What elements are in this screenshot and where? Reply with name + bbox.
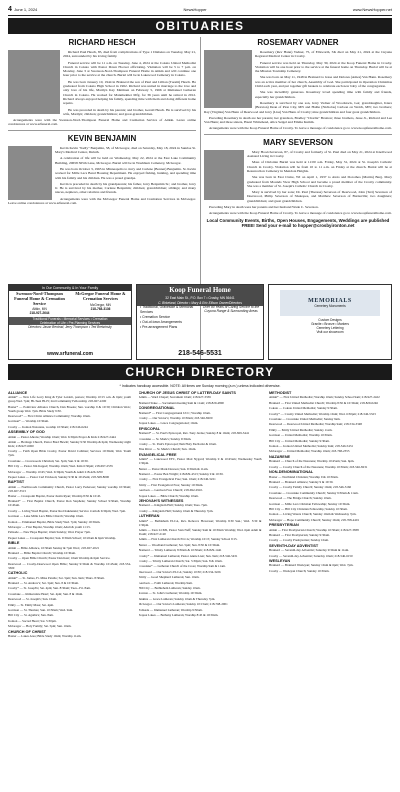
obituary-paragraph: She was incredibly generous. Rosemary loved spending time with family and friends, especially her grandchildren. <box>255 90 392 99</box>
directory-church-entry: Deerwood — Deerwood United Methodist; Worship 9am; 218-534-3348 <box>269 422 362 427</box>
directory-denomination-heading: NON-DENOMINATIONAL <box>269 470 314 475</box>
directory-church-entry: Brainerd — Kingdom Hall; Sunday 10am; Tues. 7pm. <box>138 503 208 508</box>
funeral-home-ads <box>8 284 392 360</box>
directory-church-entry: Aitkin* — Lakewood EFC, Pastor Matt Nygard; Worship 9 & 10:45am; Wednesday Youth 6:30pm. <box>138 457 262 466</box>
directory-church-entry: Crosby — Ironton Nazarene, worship 10:30am; 218-546-6244 <box>8 424 88 429</box>
issue-date: June 1, 2024 <box>14 7 38 12</box>
directory-church-entry: Ironton — St. John's Lutheran; Worship 10:30am. <box>138 591 203 596</box>
directory-church-entry: Brainerd* — First Baptist Church, Pastor Ron Stephens; Sunday School 9:30am, Worship 10:45am. <box>8 499 131 508</box>
ad-srf-header: In Our Community & In Your Family <box>9 285 131 291</box>
directory-church-entry: Crosslake* — Lutheran Church of the Cross; Worship 9am & 11am. <box>138 564 226 569</box>
directory-church-entry: Aitkin — Northwoods Community Church, Pastor Larry Pederson; Sunday worship 10:30am; 218-927-3515 <box>8 484 131 493</box>
obituary-photo-dawson <box>204 150 244 200</box>
memorials-line: Custom Designs <box>318 318 342 322</box>
obituary-paragraph: She was born in East Claire, WI on April 1, 1937 to Alois and Dorothea (Martin) Berg. Mary graduated from Mounds View High School and became a proud member of the Crosby community. She was a member of St. Joseph's Catholic Church in Crosby. <box>247 175 392 188</box>
obituary-paragraph: He was born October 3, 1965 in Minneapolis to Jerry and Carlene (Bonnet) Benjamin. Sr. Kevin worked for Mille Lacs Band Housing Department. He enjoyed fishing, hunting, and spending time with his family and his children. He was a proud grandpa. <box>55 166 196 180</box>
obituary-paragraph: Mass of Christian Burial was held at 11:00 a.m. Friday, May 31, 2024 at St. Joseph's Catholic Church in Crosby. Visitation will be from 10 to 11 a.m. on Friday at the church. Burial will be at Resurrection Cemetery in Mendota Heights. <box>247 160 392 173</box>
directory-church-entry: Garrison* — Worship 10:30am. <box>8 419 49 424</box>
memorials-line: Cemetery Lettering <box>316 326 344 330</box>
directory-church-entry: Garrison — Garrison Free Church; 218-692-2910. <box>138 488 203 493</box>
ad-koop-service: • Cremation Service <box>140 315 171 319</box>
directory-denomination-heading: BAPTIST <box>8 480 25 485</box>
directory-church-entry: Pequot Lakes — Bethany Lutheran; Worship 8:45 & 10:30am. <box>138 612 219 617</box>
directory-church-entry: Aitkin* — New Life Lorry King & Tyler Loidolt, pastors; Worship 10:15 a.m. & 6pm; youth group Wed. 7pm; Hi-Teen Hi-Fi; 2nd Community Fellowship; 218-927-2200 <box>8 395 131 404</box>
obituary-paragraph: Arrangements were with the Koop Funeral Home of Crosby. To leave a message of condolence go to www.koopfuneralhome.com. <box>209 211 392 216</box>
obituary-paragraph: Rosemary (Rev Hann) Vadner, 75, of Ellsworth, SK died on May 21, 2024 at the Cuyuna Regional Medical Center in Crosby. <box>255 50 392 59</box>
directory-church-entry: McGregor — United Methodist; Worship 10am; 218-768-2355 <box>269 449 350 454</box>
directory-denomination-heading: NAZARENE <box>269 454 291 459</box>
directory-church-entry: Crosby* — Crosby United Methodist; Worship 10am; Wed. 6:30pm; 218-546-5323 <box>269 411 376 416</box>
directory-church-entry: Pequot Lakes — Bible Church; Worship 10am. <box>138 493 199 498</box>
directory-church-entry: Aitkin — Bible Alliance, 10:30am Sunday & 7pm Wed.; 218-927-2021 <box>8 545 100 550</box>
directory-church-entry: Pequot Lakes — Grace Congregational; 10am. <box>138 421 199 426</box>
ad-koop-address: 32 East Main St., P.O. Box 7 • Crosby, MN 56441 <box>137 296 263 301</box>
ad-srf-directors: Directors: Jason Bentrud, Jerry Thompson • Ted Bretzinsky <box>28 325 112 330</box>
directory-church-entry: Garrison — Faith Lutheran; Worship 9am. <box>138 580 193 585</box>
directory-denomination-heading: EPISCOPAL <box>138 426 161 431</box>
obituary-paragraph: He was preceded in death by his parents; and brother, Gerald Hesch. He is survived by his wife, Marilyn; children; grandchildren; and great-grandchildren. <box>63 107 196 116</box>
directory-church-entry: Emily — First Evangelical Free; Sunday 10:30am. <box>138 482 204 487</box>
directory-column-3 <box>269 391 392 788</box>
directory-church-entry: Aitkin — First Presbyterian Church; Worship 10:30am; 218-927-3838 <box>269 527 359 532</box>
directory-church-entry: Brainerd — First Presbyterian; Sunday 9:30am. <box>269 532 330 537</box>
directory-church-entry: Deerwood — The Bridge Church; Sunday 10am. <box>269 496 332 501</box>
directory-church-entry: Aitkin — Pastor Ahrens; Worship 10am; Wed. 6:30pm Prayer & Kids 218-927-2444 <box>8 434 116 439</box>
ad-srf-right-city: McGregor, MN <box>90 302 111 307</box>
directory-church-entry: Palisade — Immanuel Lutheran; Worship 9:30am. <box>138 607 203 612</box>
directory-church-entry: Baxter — Northland Christian; Worship 9 & 10:30am. <box>269 474 339 479</box>
ad-srf-left-city: Aitkin, MN <box>32 307 47 312</box>
memorials-subtitle: Cemetery Monuments <box>314 304 346 308</box>
directory-church-entry: Cokato — Cokato United Methodist; Sunday 9:30am. <box>269 406 338 411</box>
directory-church-entry: Deerwood — St. Joseph's; Sun. 10am. <box>8 597 57 602</box>
directory-denomination-heading: PRESBYTERIAN <box>269 523 299 528</box>
directory-church-entry: Crosby — Our Savior's; Worship 10:30am; 218-546-8200 <box>138 416 213 421</box>
directory-church-entry: Emily — Good Shepherd Lutheran; Sun. 10am. <box>138 575 200 580</box>
ad-srf-right-title: McGregor Funeral Home & Cremation Services <box>75 291 126 301</box>
ad-srf-right <box>70 291 131 315</box>
obituary-name-hesch: RICHARD HESCH <box>68 38 136 47</box>
directory-church-entry: Ironton — Ironton United Methodist; Sunday 9am; 218-546-5431 <box>269 444 354 449</box>
directory-column-2 <box>139 391 262 788</box>
directory-church-entry: Garrison — United Methodist; Worship 10:30am. <box>269 433 333 438</box>
ad-memorials <box>268 284 392 360</box>
directory-church-entry: McGregor — First Baptist, Worship 10am; Adult & youth 11:15. <box>8 524 91 529</box>
ad-srf-left <box>9 291 70 315</box>
directory-church-entry: McGregor — Worship 10:45; Wed. 6:30pm; Youth & Adult 218-426-3250 <box>8 469 103 474</box>
ad-koop-service: • Out-of-town Arrangements <box>140 320 182 324</box>
directory-denomination-heading: CATHOLIC <box>8 571 28 576</box>
directory-church-entry: Palisade — New Hope Baptist; 10am Sunday; Wed. Prayer 7pm. <box>8 530 91 535</box>
ad-koop-service: • Pre-arrangement Plans <box>140 325 178 329</box>
ad-srf-tagline-1: Traditional Funerals • Memorial Services • Cremation <box>9 317 131 321</box>
submission-callout: Local Community Events, Births, Open Houses, Engagements, Weddings are published FREE! Send your e-mail to hopper@crosbyironton.net <box>206 217 390 228</box>
memorials-line: Visit our showroom <box>316 330 344 334</box>
obituary-photo-hesch <box>8 50 60 114</box>
directory-denomination-heading: EVANGELICAL FREE <box>138 452 177 457</box>
obituary-paragraph: Arrangements were with the McGregor Funeral Home and Cremation Services in McGregor. Leave online condolences at www.srfuneral.com. <box>8 196 196 206</box>
directory-church-entry: Crosby — Seventh-day Adventist; Saturday 10am; 218-546-6150 <box>269 553 353 558</box>
obituary-paragraph: Rosemary is survived by one son, Jerry Vadner of Woodstock, GA; granddaughter, Kiera (Braxton) Dean of Pion City, MN and Hailie (Nicholas) Carlson on Welch, MN; two brothers; Ray (Virginia) Van Hann of Deerwood and Jerry (Lisa) Van Hann of Crosby; nine grandchildren and four great grandchildren. <box>204 100 392 114</box>
obituary-paragraph: Kevin Kevin "Kelly" Benjamin, 58, of McGregor, died on Saturday, May 18, 2024 in Sunrise St. Mary's Medical Center, Duluth. <box>55 145 196 155</box>
directory-church-entry: Brainerd* — First Congregational UCC; Worship 10am. <box>138 410 211 415</box>
directory-church-entry: Crosby — Crosby Family Church; Sunday 10am; 218-546-3160 <box>269 485 352 490</box>
obituary-paragraph: Preceding Mary in death were her parents and her husband Wade C. Severson. <box>209 205 319 210</box>
directory-denomination-heading: WESLEYAN <box>269 559 291 563</box>
directory-church-entry: Crosslake — St. Mark's; Sunday 9:30am. <box>138 436 192 441</box>
directory-church-entry: Brainerd — First United Methodist Church; Worship 8:30 & 10:30am; 218-829-0246 <box>269 400 378 405</box>
ad-koop-service: • Traditional, Graveside & Memorial Services <box>140 305 194 314</box>
obituary-name-kim: KEVIN BENJAMIN <box>67 133 137 143</box>
directory-church-entry: Hill City — Bethlehem Lutheran; Sunday 10am. <box>138 585 201 590</box>
directory-church-entry: Deerwood — Crosby-Deerwood Open Bible; Sunday 9:30am & Worship 10:45am; 218-534-3300 <box>8 561 131 570</box>
obituary-name-hawse: ROSEMARY VADNER <box>257 38 339 47</box>
directory-church-entry: Jenkins — Grace Lutheran; Sunday 10am & Thursday 7pm. <box>138 596 216 601</box>
directory-church-entry: Crosby — Trinity Lutheran Church; Sat. 5:30pm; Sun. 8 & 10am. <box>138 558 223 563</box>
ad-srf-url: www.srfuneral.com <box>47 351 93 357</box>
obituary-photo-hawse <box>204 50 252 108</box>
ad-srf-left-phone: 218-927-2644 <box>29 311 50 316</box>
memorials-line: Granite • Bronze • Markers <box>311 322 349 326</box>
directory-church-entry: Baxter* — Pointview Alliance Church, Dan Brooks; Sun. worship 9 & 10:30; Children Wed.; Youth group Wed. 7pm. Bible Study 9:30. <box>8 404 131 413</box>
obituary-paragraph: Arrangements were with the Koop Funeral Home of Crosby. To leave a message of condolence go to www.koopfuneralhome.com. <box>209 126 392 131</box>
directory-church-entry: Pequot Lakes — Pastor Carl Erickson; Sunday 9:30 & 10:45am; 218-568-8000 <box>8 474 110 479</box>
directory-church-entry: Brainerd — Bible Baptist Church; Worship 10:30am. <box>8 551 76 555</box>
obituary-paragraph: A celebration of life will be held on Wednesday, May 22, 2024 at the East Lake Community Building, 20658 365th Lane, McGregor. Burial will be in Washburn Cemetery, McGregor. <box>55 156 196 165</box>
directory-church-entry: McGregor — Holy Family; Sat. 5pm; Sun. 10am. <box>8 624 72 629</box>
directory-church-entry: Crosby — St. Paul's Episcopal; 8am Holy Eucharist & 10am. <box>138 442 217 447</box>
directory-church-entry: Crosslake — Crosswoods Christian; Sat. 5pm; Sun. 9 & 10:30. <box>8 458 89 463</box>
directory-denomination-heading: LUTHERAN <box>138 514 160 519</box>
obituary-paragraph: Funeral service was held on Thursday, May 30, 2024 at the Koop Funeral Home in Crosby. Visitation will be one hour prior to the service at the funeral home on Thursday. Burial will be at the Mission Township Cemetery. <box>255 60 392 74</box>
directory-church-entry: Crosby — Living Word Baptist, Pastor Rod Kuklenski; Service 11am & 6:30pm; Wed. 7pm. <box>8 508 126 513</box>
directory-church-entry: Crosslake — Immaculate Heart; Sat. 4pm; Sun. 8 & 10am. <box>8 591 84 596</box>
obituary-paragraph: Preceding Rosemary in death are her parents; her grandson, Bradley "Charlie" Braxton; three brothers, Jesse Jr., Richard and Lee Van Hann; and three sisters, Hazel Whitehead, Alice Seigel and Emma Kumm. <box>204 115 392 125</box>
church-directory-banner: CHURCH DIRECTORY <box>8 364 392 380</box>
directory-church-entry: Hill City — St. Agatha's; Sun. 8am. <box>8 613 54 618</box>
directory-church-entry: Aitkin — Zion LCMS, Pastor Stan Neff; Sunday 9am & 10:30am Worship; Wed. 6pm Adult & Youth; 218-927-2120 <box>138 527 262 536</box>
obituary-paragraph: Mary is survived by her sons; Dr. Paul (Theresa) Severson of Deerwood, John (Teri) Severson of Deerwood, Philip Severson of Shakopee, and Matthew Severson of Burnsville; two daughters; grandchildren; and great grandchildren. <box>247 190 392 203</box>
directory-church-entry: Hill City — Hill City Christian Fellowship; Sunday 10:30am. <box>269 506 348 511</box>
directory-church-entry: Crosby — Kingdom Hall; Sunday 10am & Thursday 7pm. <box>138 508 214 513</box>
directory-church-entry: McGregor — Our Savior's Lutheran; Sunday 10:15am; 218-768-2901 <box>138 602 228 607</box>
ad-srf-right-phone: 218-768-3136 <box>90 306 111 311</box>
directory-church-entry: Crosby — First Evangelical Free; Sun. 10am; 218-546-5221 <box>138 477 216 482</box>
directory-church-entry: Brainerd — St. Andrew's; Sat. 5pm; Sun. 8 & 10:30am. <box>8 580 79 585</box>
ad-srf-left-title: Swenson-Nord-Thompson Funeral Home & Cremation Service <box>14 291 65 306</box>
directory-church-entry: Crosby — Crosby Presbyterian; Sunday 10am. <box>269 538 329 543</box>
obituaries-banner: OBITUARIES <box>8 18 392 34</box>
ad-koop-owners: C. Birkeland, Director • Mary & Eric Ellison Owner/Directors <box>137 301 263 306</box>
directory-church-entry: Garrison — Lake Mille Lacs Bible Church; Worship 10am. <box>8 514 84 519</box>
directory-denomination-heading: METHODIST <box>269 391 292 395</box>
church-directory <box>8 391 392 788</box>
directory-church-entry: Deerwood* — First Christ Alliance Community; Worship 10am. <box>8 414 91 419</box>
directory-church-entry: Brainerd — Brainerd Alliance; Sunday 9 & 10:30. <box>269 479 334 484</box>
page-number: 4 <box>8 6 12 13</box>
obituary-paragraph: Mary Hood-Severson, 87, of Crosby and formerly of St. Paul died on May 21, 2024 at Knollwood Assisted Living in Crosby. <box>247 149 392 159</box>
obituary-paragraph: He was born January 10, 1944 in Brainerd the son of Paul and Lillian (Tuomi) Hesch. He graduated from Cokato High School in 1962. Richard was united in marriage to the love and only love of his life, Marilyn Kay Mattinen on February 5, 1966 at Immanuel Lutheran Church in Cokato. He worked for Mannheimer Mfg. for 36 years until he retired in 2012. Richard always enjoyed helping his family, spending time with them and doing different home repairs. <box>63 79 196 106</box>
ad-koop-funeral-home <box>136 284 264 360</box>
directory-denomination-heading: CHURCH OF CHRIST <box>8 629 46 634</box>
directory-church-entry: Crosby — Faith Open Bible Crosby, Pastor David Collman; Services 10:30am; Wed. Youth 7pm. <box>8 449 131 458</box>
directory-church-entry: Aitkin — Heritage Church, Pastor Brad Hewitt; Sunday 9:30 Worship & 6pm; Wednesday night Kids; 218-927-6000 <box>8 440 131 448</box>
obituary-paragraph: Funeral service will be 11 a.m. on Tuesday, June 4, 2024 at the Cokato United Methodist Church in Cokato with Pastor Dawn Hoover officiating. Visitation will be 5 to 7 p.m. on Monday, June 3 at Swenson-Nord-Thompson Funeral Home in Aitkin and will continue one hour prior to the service at the church. Burial will be in Lakewood Cemetery in Cokato. <box>63 60 196 78</box>
ad-srf-tagline-2: Celebration of Life • Pre-Planning Services <box>9 321 131 325</box>
directory-church-entry: Hill City — United Methodist; Sunday 9:30am. <box>269 438 330 443</box>
directory-denomination-heading: CONGREGATIONAL <box>138 406 175 411</box>
directory-church-entry: Crosby — Crosby Church of the Nazarene; Worship 10:30am; 218-546-8231 <box>269 464 368 469</box>
obituary-separator <box>8 130 196 131</box>
directory-church-entry: Hill City — Pastor Jim Kappel; Worship 10am; Wed. Kids 6:30pm; 218-697-2535 <box>8 464 113 469</box>
newspaper-page <box>8 4 392 788</box>
paper-url: www.NewsHopper.net <box>352 7 392 12</box>
directory-church-entry: Crosby* — St. Joseph's; Sat. 4pm; Sun. 8:30am; Tues.–Fri. 8am. <box>8 586 91 591</box>
directory-church-entry: Aitkin — Ward Chapel; Sacrament 10am; 218-927-3339 <box>138 395 211 400</box>
directory-church-entry: Ironton — Living Waters Church; Sunday 10am & Wednesday 7pm. <box>269 512 357 517</box>
directory-church-entry: Deerwood — Our Savior's ELCA; Sunday 10:30; 218-534-3226 <box>138 569 221 574</box>
directory-denomination-heading: JEHOVAH'S WITNESSES <box>138 499 184 504</box>
directory-denomination-heading: CHURCH OF JESUS CHRIST OF LATTER-DAY SAINTS <box>138 391 236 395</box>
ad-koop-phone: 218-546-5531 <box>178 350 222 357</box>
ad-koop-name: Koop Funeral Home <box>137 285 263 296</box>
directory-church-entry: Emily — Emily United Methodist; Sunday 11am. <box>269 427 333 432</box>
directory-church-entry: Crosslake — Crosslake Community Church; Sunday 9:30am & 11am. <box>269 490 359 495</box>
ad-koop-tagline: Over 90 Years of Caring Service to the Cuyuna Range & Surrounding Areas <box>202 305 260 314</box>
directory-church-entry: Brainerd — Trinity Lutheran; 8:30am & 10:30am; 218-829-1441 <box>138 548 222 553</box>
ad-srf-homes <box>9 291 131 315</box>
directory-church-entry: Baxter — Lakes Area; Bible Study 10am; Worship 11am. <box>8 634 82 638</box>
directory-church-entry: Ironton — Emmanuel Baptist, Bible Study Wed. 7pm; Sunday 10:30am. <box>8 519 101 524</box>
directory-church-entry: Brainerd Stake — Sacrament meeting 9am & 11am; 218-829-4800 <box>138 400 224 405</box>
directory-church-entry: Ironton — Sacred Heart; Sat. 5:30pm. <box>8 618 57 623</box>
directory-church-entry: Emily — St. Emily Mass; Sat. 4pm. <box>8 602 54 607</box>
directory-church-entry: Aitkin* — First United Methodist; Worship 10am; Sunday School 9am; 218-927-2422 <box>269 395 380 400</box>
directory-church-entry: Baxter — Woodland Lutheran; Sat. 5pm; Sun. 8:30 & 10:30am. <box>138 542 220 547</box>
obituary-paragraph: Richard Paul Hesch, 85, died from complications of Type 1 Diabetes on Tuesday, May 21, 2024, surrounded by his loving family. <box>63 50 196 59</box>
page-number-group <box>8 6 37 13</box>
obituary-photo-kim <box>8 146 52 200</box>
directory-church-entry: Garrison — St. Thomas; Sun. 10:30am; Wed. 9am. <box>8 607 74 612</box>
directory-church-entry: Pine River — St. Mark's Church; Sun. 10am. <box>138 447 197 452</box>
directory-church-entry: Crosby* — Immanuel Lutheran; Pastor Annie Lien; Sun. 9am; 218-546-5431 <box>138 553 238 558</box>
directory-church-entry: Garrison — Mille Lacs Christian Fellowship; Sunday 10:30am. <box>269 501 351 506</box>
directory-church-entry: Aitkin — First Lutheran Church ELCA; Worship 10:15; Sunday School 9:15. <box>138 537 238 542</box>
directory-denomination-heading: BIBLE <box>8 541 20 546</box>
directory-note: * Indicates handicap accessible. NOTE: All times are Sunday morning (a.m.) unless indicated otherwise. <box>119 384 281 388</box>
directory-church-entry: Baxter — Crosspoint Baptist, Pastor Justin Ryan; Worship 8:30 & 10:45. <box>8 494 102 499</box>
directory-church-entry: Aitkin* — St. James, Fr. Mike Patullo; Sat. 5pm; Sun. 9am; Thurs. 8:30am. <box>8 575 105 580</box>
directory-church-entry: Pequot Lakes — Crosspoint Baptist; Sun. 9:30am School; 10:45am & 6pm Worship. <box>8 535 116 540</box>
directory-church-entry: Brainerd* — St. Paul's Episcopal, Rev. Tony Jerdee; Sunday 8 & 10am; 218-829-3441 <box>138 431 250 436</box>
obituary-name-dawson: MARY SEVERSON <box>263 137 333 147</box>
obituary-separator <box>204 134 392 135</box>
directory-church-entry: Crosby — Wesleyan Church; Sunday 10:30am. <box>269 568 330 573</box>
directory-church-entry: Brainerd — Seventh-day Adventist; Saturday 9:30am & 11am. <box>269 548 350 553</box>
directory-denomination-heading: SEVENTH-DAY ADVENTIST <box>269 543 319 548</box>
paper-name: NewsHopper <box>183 7 207 12</box>
directory-church-entry: Brainerd — Church of the Nazarene; Worship 10:45am; Sun. 6pm. <box>269 459 355 464</box>
obituaries-section <box>8 37 392 360</box>
directory-denomination-heading: ASSEMBLY OF GOD <box>8 430 45 435</box>
ad-koop-services <box>140 305 200 330</box>
memorials-title: MEMORIALS <box>308 298 352 304</box>
memorials-logo <box>280 290 380 316</box>
directory-church-entry: Aitkin* — Bethlehem ELCA, Rev. Rebecca Hoverson; Worship 9:30 Sun.; Wed. 5:30 & 6:30pm. <box>138 518 262 527</box>
directory-church-entry: Crosslake — Crosslake United Methodist; Sunday 9am. <box>269 417 341 422</box>
ad-swenson-nord <box>8 284 132 360</box>
directory-church-entry: Baxter — Pastor Mark Dawson; Sun. 9:30am & 11am. <box>138 466 209 471</box>
masthead <box>8 4 392 16</box>
obituary-paragraph: She was born on May 11, 1948 in Brainerd to Jesse and Delores (Ames) Van Hann. Rosemary was an active member of her church, Assembly of God. She participated in Operation Christmas Child each year, and put together gift baskets to celebrate each new baby of the congregation. <box>255 75 392 89</box>
directory-denomination-heading: ALLIANCE <box>8 391 28 395</box>
directory-column-1 <box>8 391 131 788</box>
obituary-paragraph: Kevin is preceded in death by his grandparents; his father, Jerry Benjamin Sr.; and brother, Jerry Jr. He is survived by his mother, Carlene Benjamin; children; grandchildren; siblings; and many nieces, nephews, other relatives and friends. <box>55 181 196 195</box>
obituary-paragraph: Arrangements were with the Swenson-Nord-Thompson Funeral Home and Cremation Service of Aitkin. Leave online condolences at www.srfuneral.com. <box>8 118 196 127</box>
directory-church-entry: McGregor — Hope Community Church; Sunday 10am; 218-768-4401 <box>269 517 360 522</box>
directory-church-entry: Crosby — Open Bible Church; Pastor Dan Kast; 10am Worship & 6pm Service. <box>8 556 111 561</box>
directory-church-entry: Brainerd — Brainerd Wesleyan; Sunday 10am & 6pm; Wed. 7pm. <box>269 563 354 568</box>
directory-church-entry: Brainerd — Pastor Ben Wright; 218-829-4313; Sunday 9 & 10:30. <box>138 472 224 476</box>
